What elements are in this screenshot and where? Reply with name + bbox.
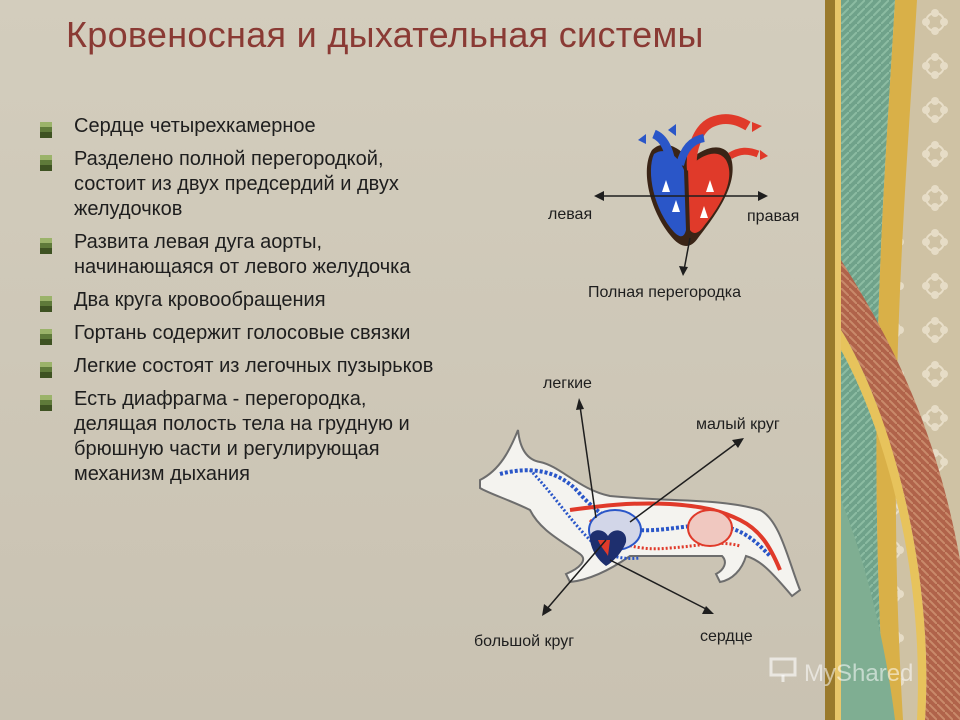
bullet-icon — [40, 153, 52, 169]
heart-label-right: правая — [747, 208, 800, 225]
bullet-text: Разделено полной перегородкой, состоит из двух предсердий и двух желудочков — [74, 148, 399, 220]
animal-label-small-circle: малый круг — [696, 416, 780, 433]
bullet-icon — [40, 236, 52, 252]
bullet-text: Есть диафрагма - перегородка, делящая полость тела на грудную и брюшную части и регулирующая механизм дыхания — [74, 388, 410, 485]
animal-label-big-circle: большой круг — [474, 633, 575, 650]
bullet-item — [40, 114, 440, 139]
watermark-text: MyShared — [804, 659, 914, 687]
bullet-item — [40, 387, 440, 487]
heart-diagram — [580, 110, 780, 280]
bullet-text: Сердце четырехкамерное — [74, 115, 316, 137]
animal-label-heart: сердце — [700, 628, 753, 645]
projector-screen-icon — [768, 656, 798, 691]
bullet-icon — [40, 360, 52, 376]
watermark — [768, 656, 913, 691]
bullet-item — [40, 147, 440, 222]
animal-silhouette — [480, 430, 800, 596]
bullet-item — [40, 321, 440, 346]
bullet-icon — [40, 120, 52, 136]
bullet-item — [40, 230, 440, 280]
bullet-item — [40, 288, 440, 313]
heart-label-left: левая — [548, 206, 593, 223]
bullet-item — [40, 354, 440, 379]
bullet-icon — [40, 294, 52, 310]
bullet-icon — [40, 327, 52, 343]
bullet-text: Два круга кровообращения — [74, 289, 326, 311]
bullet-text: Легкие состоят из легочных пузырьков — [74, 355, 434, 377]
animal-label-lungs: легкие — [543, 375, 592, 392]
bullet-icon — [40, 393, 52, 409]
slide-title: Кровеносная и дыхательная системы — [66, 14, 704, 55]
bullet-list — [40, 114, 440, 495]
decorative-side-panel — [825, 0, 960, 720]
bullet-text: Развита левая дуга аорты, начинающаяся от левого желудочка — [74, 231, 411, 278]
bullet-text: Гортань содержит голосовые связки — [74, 322, 411, 344]
animal-circulation-diagram — [470, 370, 820, 640]
heart-label-septum: Полная перегородка — [588, 284, 741, 301]
